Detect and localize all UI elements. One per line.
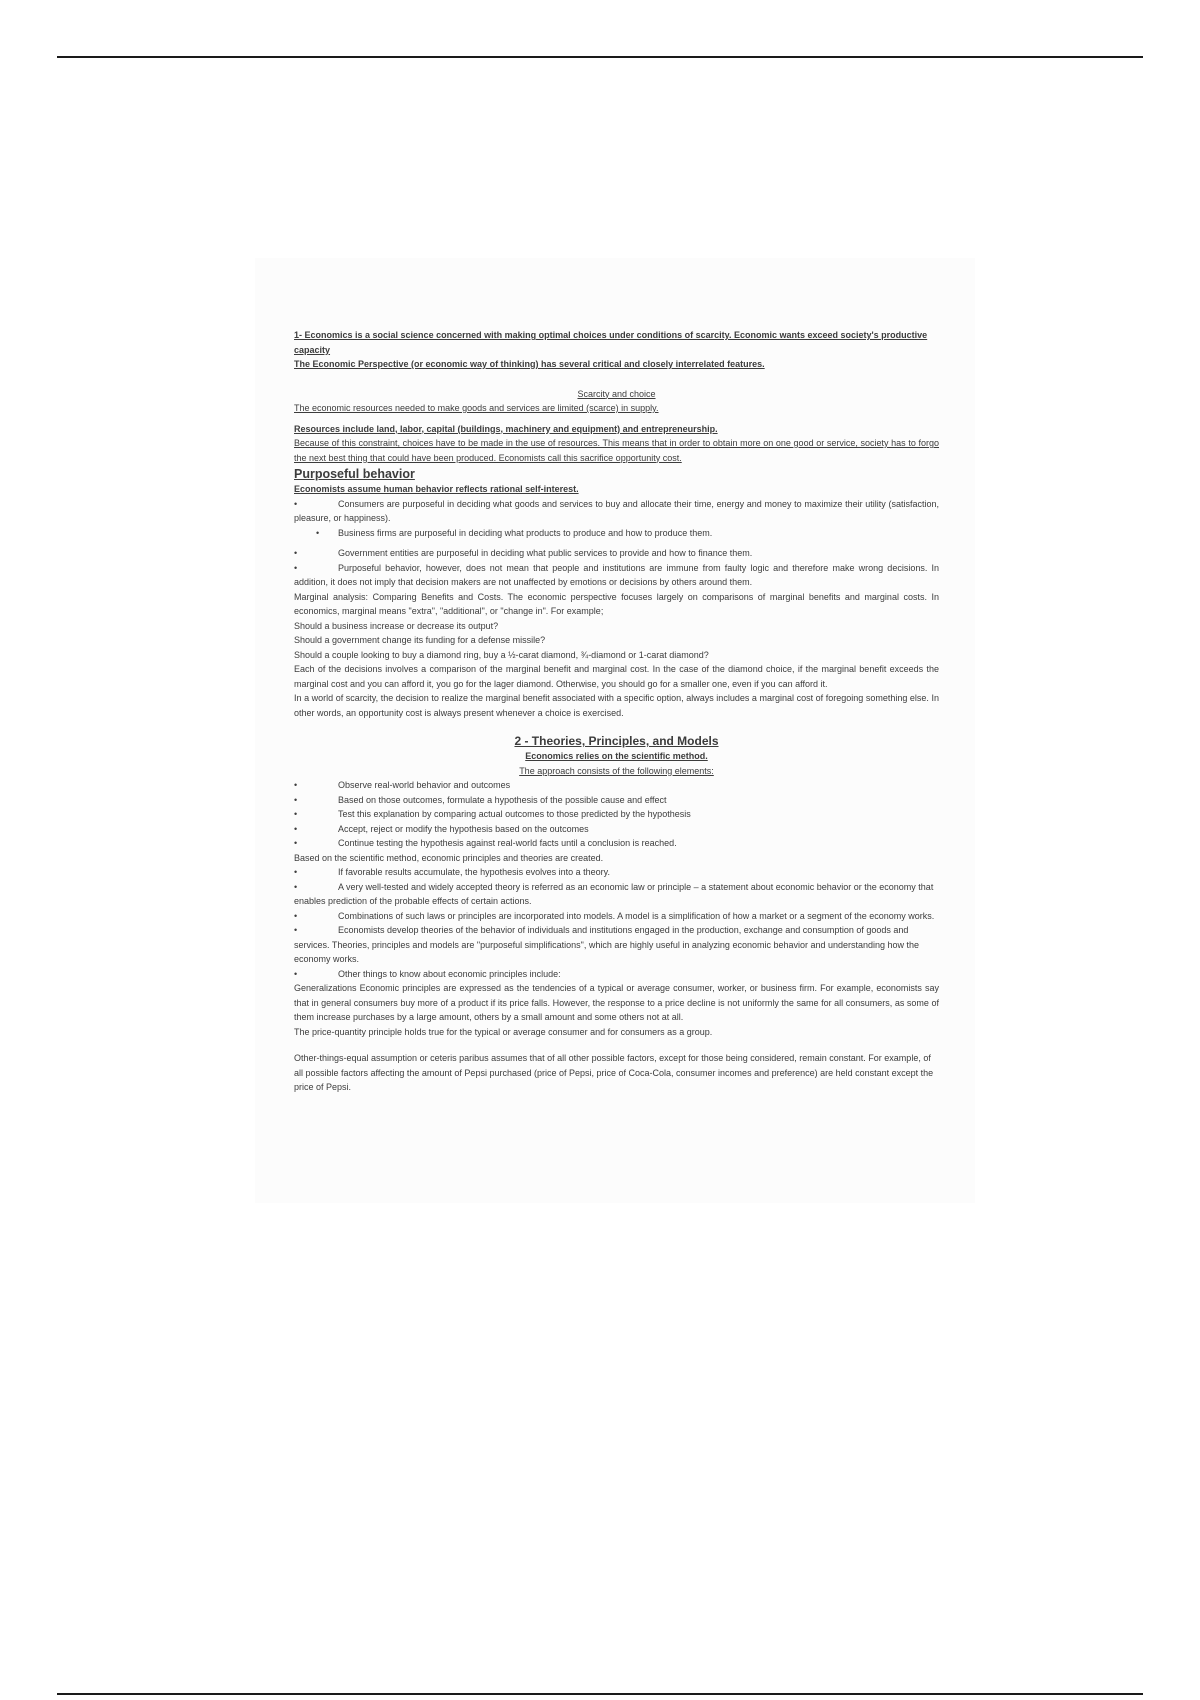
list-item: • Combinations of such laws or principles are incorporated into models. A model is a simplification of how a market or a segment of the economy works. (294, 909, 939, 924)
top-rule (57, 56, 1143, 58)
economic-perspective-statement: The Economic Perspective (or economic way of thinking) has several critical and closely interrelated features. (294, 359, 765, 369)
generalizations-paragraph: Generalizations Economic principles are expressed as the tendencies of a typical or average consumer, worker, or business firm. For example, economists say that in general consumers buy more of a product if its price falls. However, the response to a price decline is not uniformly the same for all consumers, as some of them increase purchases by a large amount, others by a small amount and some others not at all. (294, 983, 939, 1022)
price-quantity-paragraph: The price-quantity principle holds true for the typical or average consumer and for consumers as a group. (294, 1026, 713, 1037)
intro-statement: 1- Economics is a social science concerned with making optimal choices under conditions of scarcity. Economic wants exceed society's productive capacity (294, 330, 928, 355)
bullet-icon: • (294, 548, 298, 558)
bullet-icon: • (294, 867, 298, 877)
ceteris-paribus-paragraph: Other-things-equal assumption or ceteris paribus assumes that of all other possible factors, except for those being considered, remain constant. For example, of all possible factors affecting the amount of Pepsi purchased (price of Pepsi, price of Coca-Cola, consumer incomes and preference) are held constant except the price of Pepsi. (294, 1053, 934, 1092)
scarcity-decision-paragraph: In a world of scarcity, the decision to realize the marginal benefit associated with a specific option, always includes a marginal cost of foregoing something else. In other words, an opportunity cost is always present whenever a choice is exercised. (294, 693, 939, 718)
scarcity-paragraph: The economic resources needed to make goods and services are limited (scarce) in supply. (294, 403, 659, 413)
list-item: • Government entities are purposeful in deciding what public services to provide and how to finance them. (294, 546, 939, 561)
decision-comparison-paragraph: Each of the decisions involves a comparison of the marginal benefit and marginal cost. In the case of the diamond choice, if the marginal benefit exceeds the marginal cost and you can afford it, you go for the lager diamond. Otherwise, you should go for a smaller one, even if you can afford it. (294, 664, 939, 689)
bullet-icon: • (294, 780, 298, 790)
purposeful-behavior-heading: Purposeful behavior (294, 467, 415, 481)
bullet-icon: • (294, 794, 298, 805)
bullet-icon: • (294, 838, 298, 848)
bullet-icon: • (294, 881, 298, 892)
bullet-icon: • (294, 925, 298, 935)
principles-paragraph: Based on the scientific method, economic principles and theories are created. (294, 852, 604, 863)
question-government: Should a government change its funding for a defense missile? (294, 635, 546, 645)
list-item: • Purposeful behavior, however, does not mean that people and institutions are immune from faulty logic and therefore make wrong decisions. In addition, it does not imply that decision makers are not unaffected by emotions or decisions by others around them. (294, 562, 939, 587)
bullet-icon: • (316, 527, 320, 538)
list-item: • Business firms are purposeful in deciding what products to produce and how to produce them. (294, 526, 939, 541)
bullet-icon: • (294, 823, 298, 834)
opportunity-cost-paragraph: Because of this constraint, choices have to be made in the use of resources. This means that in order to obtain more on one good or service, society has to forgo the next best thing that could have been produced. Economists call this sacrifice opportunity cost. (294, 438, 939, 463)
self-interest-statement: Economists assume human behavior reflects rational self-interest. (294, 484, 579, 494)
list-item: • Accept, reject or modify the hypothesis based on the outcomes (294, 822, 939, 837)
list-item: • Economists develop theories of the behavior of individuals and institutions engaged in the production, exchange and consumption of goods and services. Theories, principles and models are "purposeful simplifications", which are highly useful in analyzing economic behavior and understanding how the economy works. (294, 925, 920, 964)
resources-paragraph: Resources include land, labor, capital (buildings, machinery and equipment) and entrepreneurship. (294, 423, 718, 434)
bullet-icon: • (294, 498, 298, 509)
question-diamond: Should a couple looking to buy a diamond ring, buy a ½-carat diamond, ¾-diamond or 1-carat diamond? (294, 649, 709, 660)
question-business: Should a business increase or decrease its output? (294, 620, 499, 631)
list-item: • Observe real-world behavior and outcomes (294, 778, 939, 793)
bullet-icon: • (294, 910, 298, 921)
bullet-icon: • (294, 562, 298, 573)
list-item: • Based on those outcomes, formulate a hypothesis of the possible cause and effect (294, 793, 939, 808)
list-item: • Consumers are purposeful in deciding what goods and services to buy and allocate their time, energy and money to maximize their utility (satisfaction, pleasure, or happiness). (294, 498, 939, 523)
list-item: • Other things to know about economic principles include: (294, 967, 939, 982)
list-item: • A very well-tested and widely accepted theory is referred as an economic law or principle – a statement about economic behavior or the economy that enables prediction of the probable effects of certain actions. (294, 881, 934, 906)
scarcity-heading: Scarcity and choice (577, 388, 656, 399)
list-item: • Continue testing the hypothesis against real-world facts until a conclusion is reached. (294, 836, 939, 851)
bullet-icon: • (294, 968, 298, 979)
bottom-rule (57, 1693, 1143, 1695)
list-item: • Test this explanation by comparing actual outcomes to those predicted by the hypothesis (294, 807, 939, 822)
list-item: • If favorable results accumulate, the hypothesis evolves into a theory. (294, 865, 939, 880)
bullet-icon: • (294, 809, 298, 819)
marginal-analysis-paragraph: Marginal analysis: Comparing Benefits and Costs. The economic perspective focuses largely on comparisons of marginal benefits and marginal costs. In economics, marginal means "extra", "additional", or "change in". For example; (294, 591, 939, 616)
theories-heading: 2 - Theories, Principles, and Models (514, 734, 719, 748)
approach-subheading: The approach consists of the following elements: (519, 765, 714, 776)
document-body (294, 328, 939, 1095)
scientific-method-subheading: Economics relies on the scientific method. (525, 751, 708, 761)
